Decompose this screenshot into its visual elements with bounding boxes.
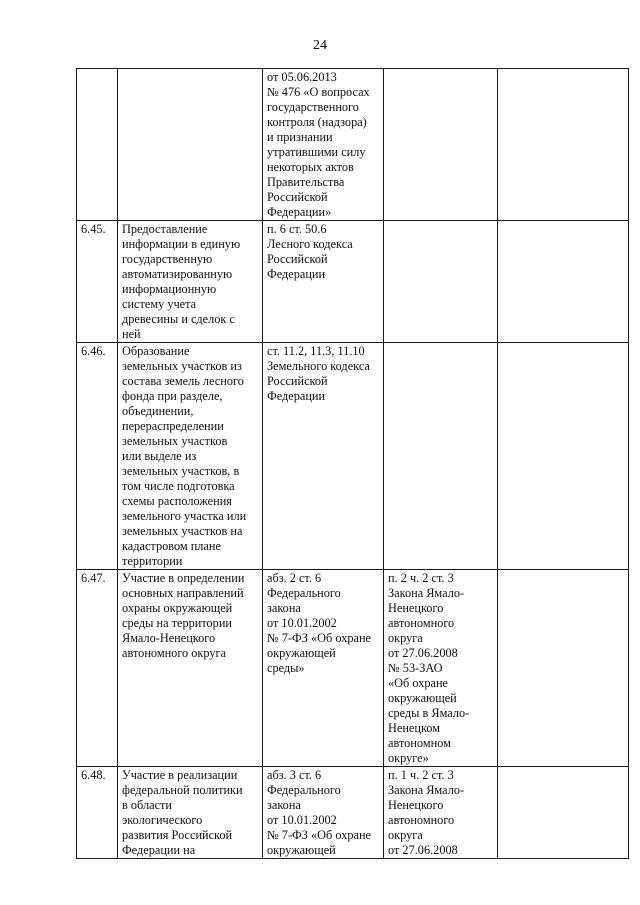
table-row (77, 767, 629, 859)
extra-info (498, 570, 629, 767)
row-number (77, 69, 118, 221)
regional-act (384, 221, 498, 343)
document-table (76, 68, 629, 859)
regional-act: п. 2 ч. 2 ст. 3 Закона Ямало- Ненецкого автономного округа от 27.06.2008 № 53-ЗАО «Об охране окружающей среды в Ямало- Ненецком автономном округе» (384, 570, 498, 767)
authority-name (118, 69, 263, 221)
table-row (77, 221, 629, 343)
federal-act: абз. 3 ст. 6 Федерального закона от 10.01.2002 № 7-ФЗ «Об охране окружающей (263, 767, 384, 859)
authority-name: Участие в определении основных направлений охраны окружающей среды на территории Ямало-Ненецкого автономного округа (118, 570, 263, 767)
row-number: 6.48. (77, 767, 118, 859)
federal-act: от 05.06.2013 № 476 «О вопросах государственного контроля (надзора) и признании утратившими силу некоторых актов Правительства Российской Федерации» (263, 69, 384, 221)
authority-name: Участие в реализации федеральной политики в области экологического развития Российской Федерации на (118, 767, 263, 859)
authority-name: Образование земельных участков из состава земель лесного фонда при разделе, объединении, перераспределении земельных участков или выделе из земельных участков, в том числе подготовка схемы расположения земельного участка или земельных участков на кадастровом плане территории (118, 343, 263, 570)
row-number: 6.46. (77, 343, 118, 570)
extra-info (498, 69, 629, 221)
extra-info (498, 221, 629, 343)
federal-act: п. 6 ст. 50.6 Лесного кодекса Российской Федерации (263, 221, 384, 343)
table-row (77, 343, 629, 570)
federal-act: ст. 11.2, 11.3, 11.10 Земельного кодекса Российской Федерации (263, 343, 384, 570)
row-number: 6.47. (77, 570, 118, 767)
extra-info (498, 343, 629, 570)
row-number: 6.45. (77, 221, 118, 343)
regional-act (384, 69, 498, 221)
table-row (77, 570, 629, 767)
table-row (77, 69, 629, 221)
page-number: 24 (313, 38, 327, 53)
federal-act: абз. 2 ст. 6 Федерального закона от 10.01.2002 № 7-ФЗ «Об охране окружающей среды» (263, 570, 384, 767)
authority-name: Предоставление информации в единую государственную автоматизированную информационную систему учета древесины и сделок с ней (118, 221, 263, 343)
extra-info (498, 767, 629, 859)
regional-act (384, 343, 498, 570)
regional-act: п. 1 ч. 2 ст. 3 Закона Ямало- Ненецкого автономного округа от 27.06.2008 (384, 767, 498, 859)
